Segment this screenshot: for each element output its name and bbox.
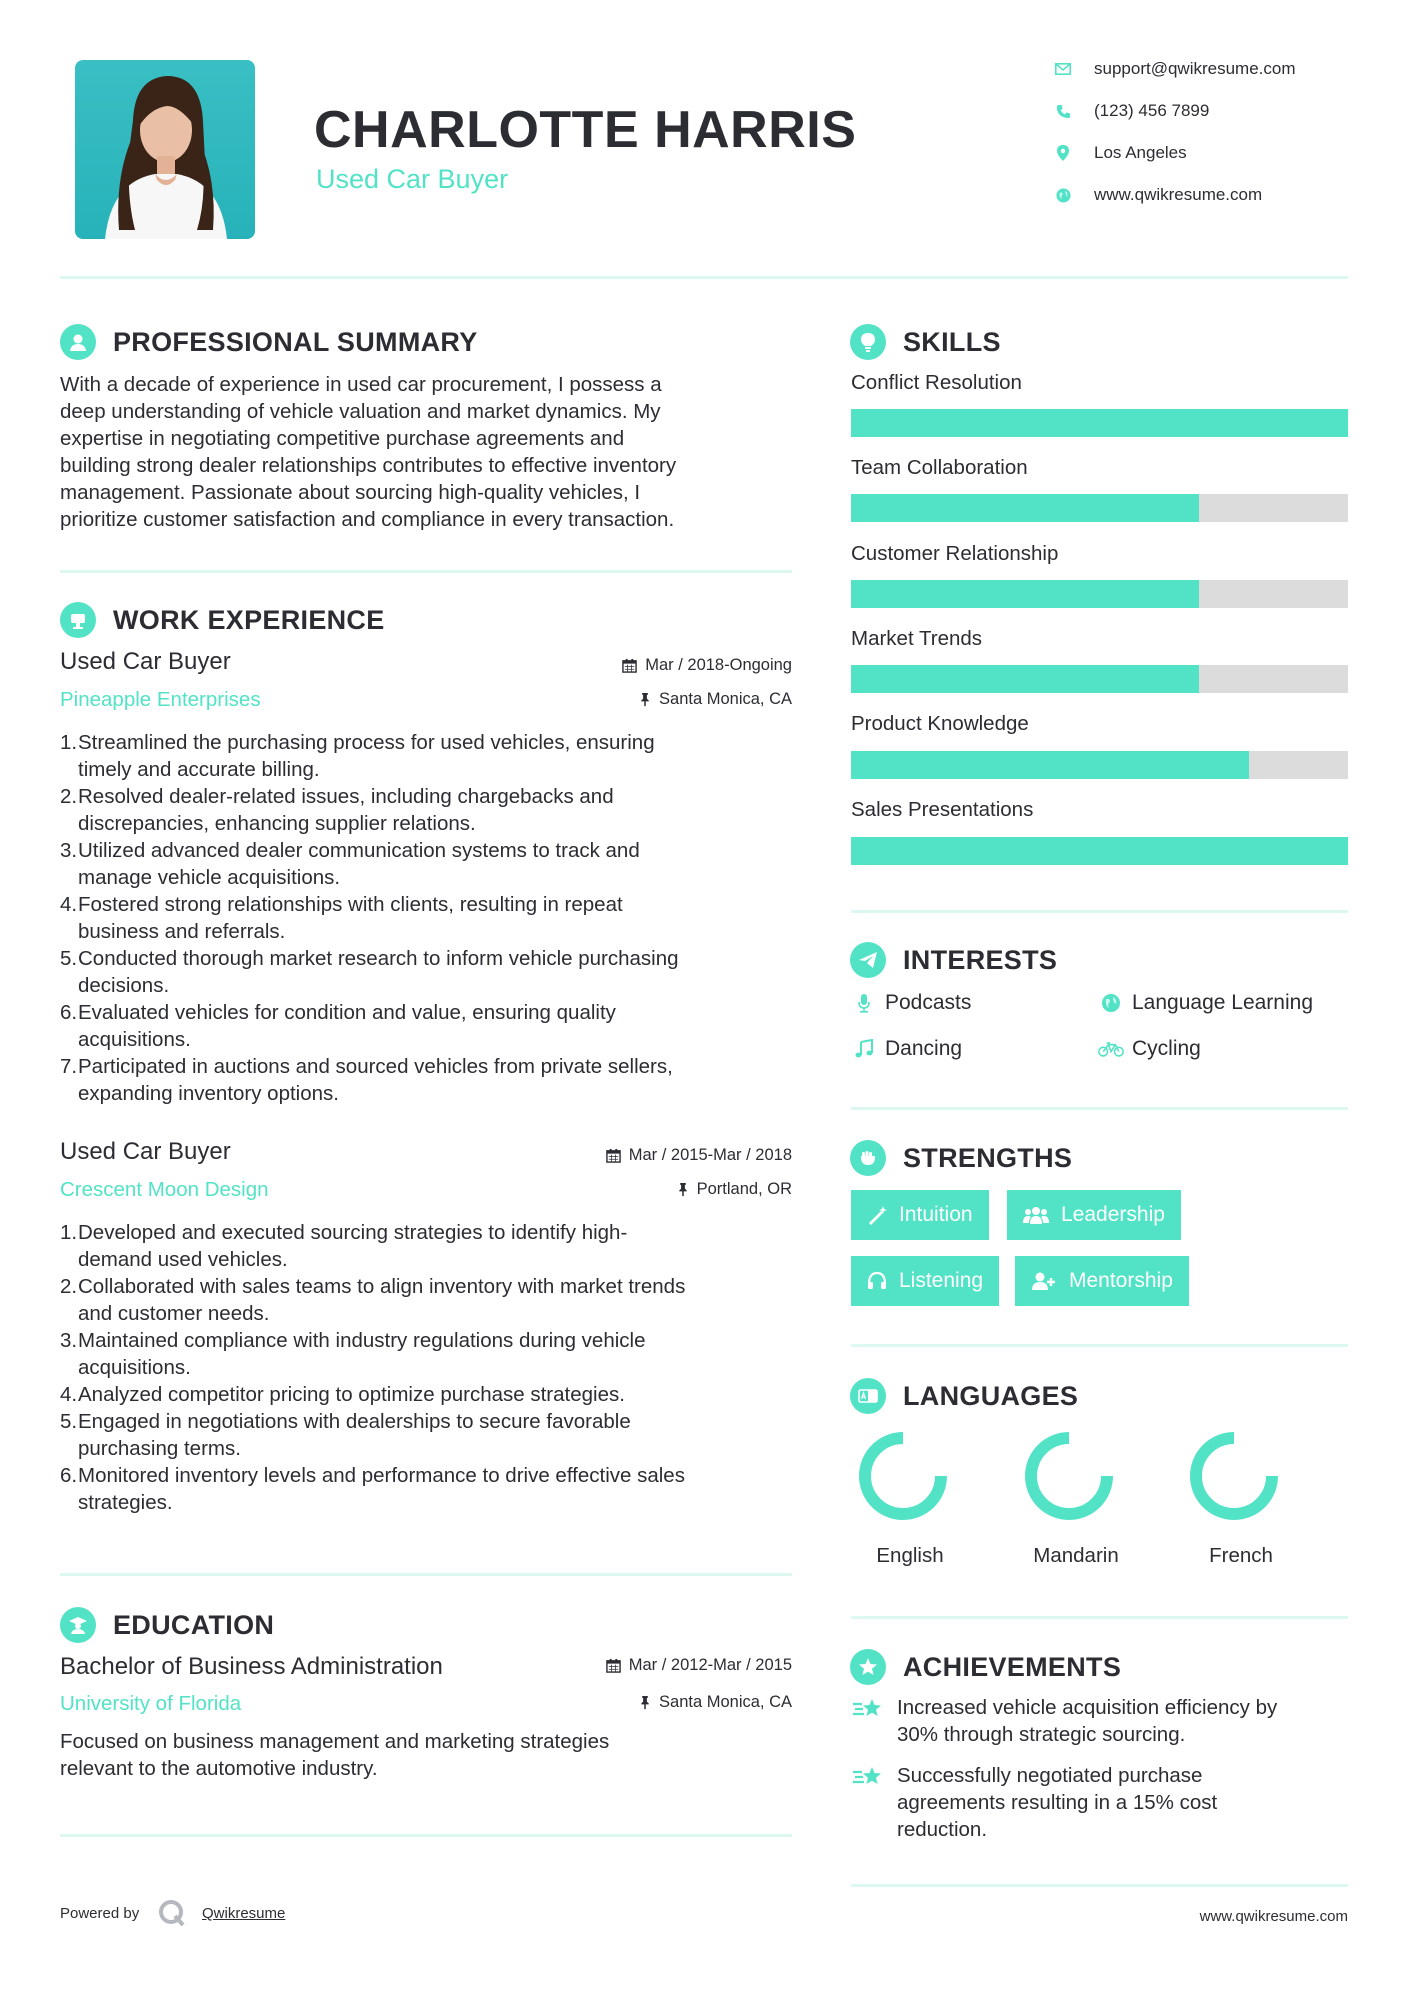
job-2-location [492, 1180, 792, 1199]
candidate-name: CHARLOTTE HARRIS [314, 101, 857, 159]
fist-icon [850, 1140, 886, 1176]
education-school: University of Florida [60, 1692, 242, 1715]
job-2-date-text: Mar / 2015-Mar / 2018 [628, 1146, 792, 1164]
achievements-heading [850, 1647, 1121, 1687]
skill-bar-fill [851, 751, 1249, 779]
pin-icon [677, 1182, 689, 1197]
list-item: 1. Developed and executed sourcing strategies to identify high- demand used vehicles. [60, 1221, 628, 1271]
list-item: 7. Participated in auctions and sourced vehicles from private sellers, expanding inventory options. [60, 1055, 673, 1105]
job-1-location [492, 690, 792, 709]
shooting-star-icon [851, 1762, 885, 1843]
magic-wand-icon [867, 1205, 887, 1225]
summary-line: expertise in negotiating competitive purchase agreements and [60, 427, 625, 450]
paper-plane-icon [850, 942, 886, 978]
job-2-title: Used Car Buyer [60, 1138, 231, 1165]
skill-label: Conflict Resolution [851, 371, 1022, 394]
contact-email-text: support@qwikresume.com [1094, 59, 1296, 78]
qwikresume-logo-icon [157, 1898, 187, 1928]
list-item: 4. Fostered strong relationships with clients, resulting in repeat business and referrals. [60, 893, 623, 943]
summary-title: PROFESSIONAL SUMMARY [113, 326, 478, 357]
interests-divider [851, 1107, 1348, 1110]
education-degree: Bachelor of Business Administration [60, 1653, 443, 1680]
shooting-star-icon [851, 1694, 885, 1748]
skill-bar-fill [851, 837, 1348, 865]
job-1-location-text: Santa Monica, CA [659, 690, 792, 708]
summary-line: management. Passionate about sourcing high-quality vehicles, I [60, 481, 641, 504]
education-divider [60, 1834, 792, 1837]
summary-line: building strong dealer relationships contributes to effective inventory [60, 454, 677, 477]
email-icon [1054, 60, 1072, 78]
briefcase-icon [60, 602, 96, 638]
achievements-divider [851, 1884, 1348, 1887]
experience-heading [60, 600, 385, 640]
skills-title: SKILLS [903, 326, 1001, 357]
strengths-heading [850, 1138, 1072, 1178]
graduate-icon [60, 1607, 96, 1643]
skill-bar-track [851, 751, 1348, 779]
summary-line: prioritize customer satisfaction and compliance in every transaction. [60, 508, 675, 531]
summary-line: With a decade of experience in used car procurement, I possess a [60, 373, 662, 396]
skill-bar-track [851, 409, 1348, 437]
achievements-title: ACHIEVEMENTS [903, 1651, 1122, 1682]
education-date-text: Mar / 2012-Mar / 2015 [628, 1656, 792, 1674]
star-badge-icon [850, 1649, 886, 1685]
users-icon [1023, 1205, 1049, 1225]
contact-phone[interactable] [1054, 97, 1354, 125]
globe-icon [1098, 993, 1124, 1013]
interest-item: Podcasts [851, 988, 971, 1018]
education-description [60, 1728, 800, 1782]
strength-chip: Leadership [1007, 1190, 1181, 1240]
profile-photo [75, 60, 255, 239]
job-1-date [492, 656, 792, 675]
calendar-icon [622, 658, 637, 673]
interests-title: INTERESTS [903, 944, 1058, 975]
summary-heading [60, 322, 478, 362]
user-plus-icon [1031, 1271, 1057, 1291]
list-item: 6. Monitored inventory levels and performance to drive effective sales strategies. [60, 1464, 685, 1514]
language-rings [851, 1420, 1348, 1540]
list-item: 6. Evaluated vehicles for condition and value, ensuring quality acquisitions. [60, 1001, 616, 1051]
skill-label: Customer Relationship [851, 542, 1059, 565]
footer-website-link[interactable]: www.qwikresume.com [1199, 1908, 1348, 1925]
person-portrait-icon [75, 60, 255, 239]
candidate-title: Used Car Buyer [316, 164, 509, 194]
language-ring-mandarin [1031, 1438, 1107, 1514]
education-line: Focused on business management and marketing strategies [60, 1730, 610, 1753]
contact-location-text: Los Angeles [1094, 143, 1187, 162]
skill-bar-fill [851, 665, 1199, 693]
education-heading [60, 1605, 274, 1645]
skill-label: Market Trends [851, 627, 983, 650]
location-icon [1054, 144, 1072, 162]
summary-line: deep understanding of vehicle valuation and market dynamics. My [60, 400, 661, 423]
skill-bar-fill [851, 409, 1348, 437]
skill-label: Team Collaboration [851, 456, 1028, 479]
skill-bar-fill [851, 580, 1199, 608]
language-ring-english [865, 1438, 941, 1514]
job-2-location-text: Portland, OR [696, 1180, 792, 1198]
achievement-item: Successfully negotiated purchase agreements resulting in a 15% cost reduction. [851, 1762, 1348, 1843]
qwikresume-link[interactable]: Qwikresume [202, 1905, 286, 1922]
skill-bar-track [851, 494, 1348, 522]
globe-icon [1054, 186, 1072, 204]
contact-website-text: www.qwikresume.com [1094, 185, 1263, 204]
experience-title: WORK EXPERIENCE [113, 604, 385, 635]
music-note-icon [851, 1039, 877, 1059]
skill-bar-track [851, 837, 1348, 865]
language-label: English [876, 1544, 944, 1567]
job-2-bullets [60, 1219, 800, 1516]
summary-text [60, 371, 800, 533]
bicycle-icon [1098, 1039, 1124, 1059]
skill-bar-fill [851, 494, 1199, 522]
calendar-icon [606, 1148, 621, 1163]
strength-chip: Mentorship [1015, 1256, 1189, 1306]
job-2-date [492, 1146, 792, 1165]
calendar-icon [606, 1658, 621, 1673]
list-item: 2. Resolved dealer-related issues, including chargebacks and discrepancies, enhancing supplier relations. [60, 785, 614, 835]
language-label: Mandarin [1033, 1544, 1119, 1567]
languages-title: LANGUAGES [903, 1380, 1079, 1411]
list-item: 5. Engaged in negotiations with dealerships to secure favorable purchasing terms. [60, 1410, 631, 1460]
contact-website[interactable] [1054, 181, 1354, 209]
interests-heading [850, 940, 1057, 980]
strength-chip: Intuition [851, 1190, 989, 1240]
microphone-icon [851, 993, 877, 1013]
header-divider [60, 276, 1348, 279]
list-item: 3. Utilized advanced dealer communication systems to track and manage vehicle acquisitions. [60, 839, 640, 889]
language-ring-french [1196, 1438, 1272, 1514]
contact-phone-text: (123) 456 7899 [1094, 101, 1210, 120]
achievement-item: Increased vehicle acquisition efficiency by 30% through strategic sourcing. [851, 1694, 1348, 1748]
job-1-company: Pineapple Enterprises [60, 688, 261, 711]
languages-heading [850, 1376, 1078, 1416]
list-item: 1. Streamlined the purchasing process for used vehicles, ensuring timely and accurate billing. [60, 731, 655, 781]
lightbulb-icon [850, 324, 886, 360]
job-2-company: Crescent Moon Design [60, 1178, 269, 1201]
language-icon [850, 1378, 886, 1414]
skill-bar-track [851, 665, 1348, 693]
education-line: relevant to the automotive industry. [60, 1757, 378, 1780]
education-date [492, 1656, 792, 1675]
job-1-date-text: Mar / 2018-Ongoing [645, 656, 792, 674]
summary-divider [60, 570, 792, 573]
education-location-text: Santa Monica, CA [659, 1693, 792, 1711]
strength-chip: Listening [851, 1256, 999, 1306]
job-1-title: Used Car Buyer [60, 648, 231, 675]
strengths-title: STRENGTHS [903, 1142, 1073, 1173]
interest-item: Dancing [851, 1034, 962, 1064]
headphones-icon [867, 1271, 887, 1291]
education-location [492, 1693, 792, 1712]
contact-email[interactable] [1054, 55, 1354, 83]
skills-divider [851, 910, 1348, 913]
list-item: 2. Collaborated with sales teams to align inventory with market trends and customer needs. [60, 1275, 686, 1325]
pin-icon [639, 1695, 651, 1710]
skill-bar-track [851, 580, 1348, 608]
skill-label: Product Knowledge [851, 712, 1029, 735]
interest-item: Language Learning [1098, 988, 1313, 1018]
powered-by-label: Powered by [60, 1905, 140, 1922]
list-item: 3. Maintained compliance with industry regulations during vehicle acquisitions. [60, 1329, 646, 1379]
phone-icon [1054, 102, 1072, 120]
experience-divider [60, 1573, 792, 1576]
education-title: EDUCATION [113, 1609, 275, 1640]
contact-location [1054, 139, 1354, 167]
language-label: French [1209, 1544, 1273, 1567]
interest-item: Cycling [1098, 1034, 1201, 1064]
job-1-bullets [60, 729, 800, 1107]
list-item: 5. Conducted thorough market research to inform vehicle purchasing decisions. [60, 947, 679, 997]
skills-heading [850, 322, 1001, 362]
user-icon [60, 324, 96, 360]
languages-divider [851, 1616, 1348, 1619]
list-item: 4. Analyzed competitor pricing to optimize purchase strategies. [60, 1383, 625, 1406]
pin-icon [639, 692, 651, 707]
skill-label: Sales Presentations [851, 798, 1034, 821]
strengths-divider [851, 1344, 1348, 1347]
